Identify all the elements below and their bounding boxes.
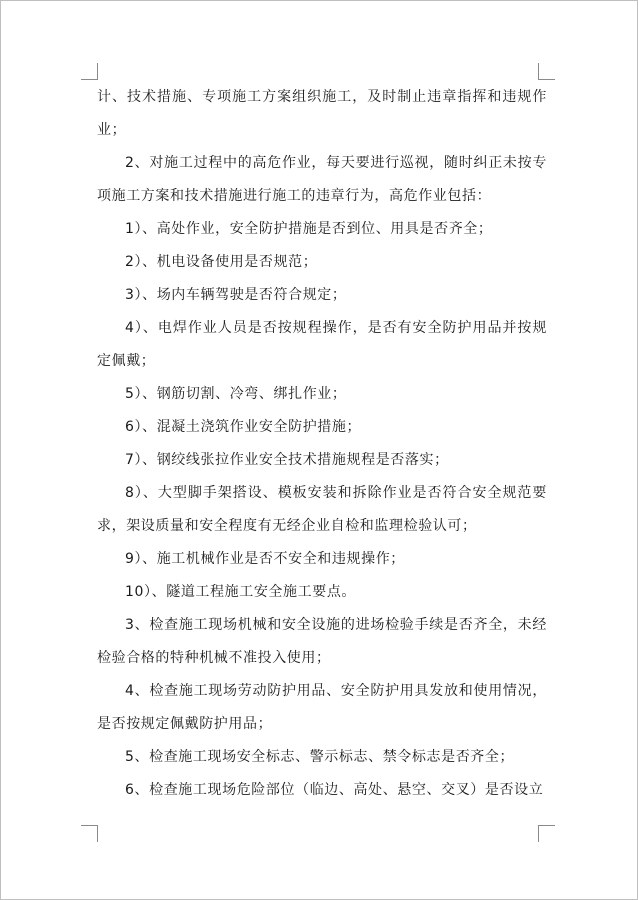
paragraph: 3、检查施工现场机械和安全设施的进场检验手续是否齐全，未经检验合格的特种机械不准投入使用； (97, 617, 547, 666)
margin-corner-top-right (538, 63, 555, 80)
margin-corner-bottom-right (538, 825, 555, 842)
paragraph: 计、技术措施、专项施工方案组织施工，及时制止违章指挥和违规作业； (97, 89, 547, 138)
paragraph: 2）、机电设备使用是否规范； (125, 254, 318, 270)
paragraph: 4）、电焊作业人员是否按规程操作，是否有安全防护用品并按规定佩戴； (97, 320, 547, 369)
paragraph: 1）、高处作业，安全防护措施是否到位、用具是否齐全； (125, 221, 493, 237)
paragraph: 6）、混凝土浇筑作业安全防护措施； (125, 419, 362, 435)
margin-corner-top-left (81, 63, 98, 80)
paragraph: 8）、大型脚手架搭设、模板安装和拆除作业是否符合安全规范要求，架设质量和安全程度有无经企业自检和监理检验认可； (97, 485, 547, 534)
paragraph: 9）、施工机械作业是否不安全和违规操作； (125, 551, 405, 567)
margin-corner-bottom-left (81, 825, 98, 842)
document-body[interactable] (97, 81, 547, 807)
paragraph: 5、检查施工现场安全标志、警示标志、禁令标志是否齐全； (125, 749, 515, 765)
paragraph: 2、对施工过程中的高危作业，每天要进行巡视，随时纠正未按专项施工方案和技术措施进行施工的违章行为，高危作业包括： (97, 155, 547, 204)
paragraph: 10）、隧道工程施工安全施工要点。 (125, 584, 357, 600)
paragraph: 7）、钢绞线张拉作业安全技术措施规程是否落实； (125, 452, 449, 468)
paragraph: 3）、场内车辆驾驶是否符合规定； (125, 287, 347, 303)
paragraph: 5）、钢筋切割、冷弯、绑扎作业； (125, 386, 347, 402)
paragraph: 6、检查施工现场危险部位（临边、高处、悬空、交叉）是否设立 (125, 782, 544, 798)
paragraph: 4、检查施工现场劳动防护用品、安全防护用具发放和使用情况，是否按规定佩戴防护用品； (97, 683, 547, 732)
